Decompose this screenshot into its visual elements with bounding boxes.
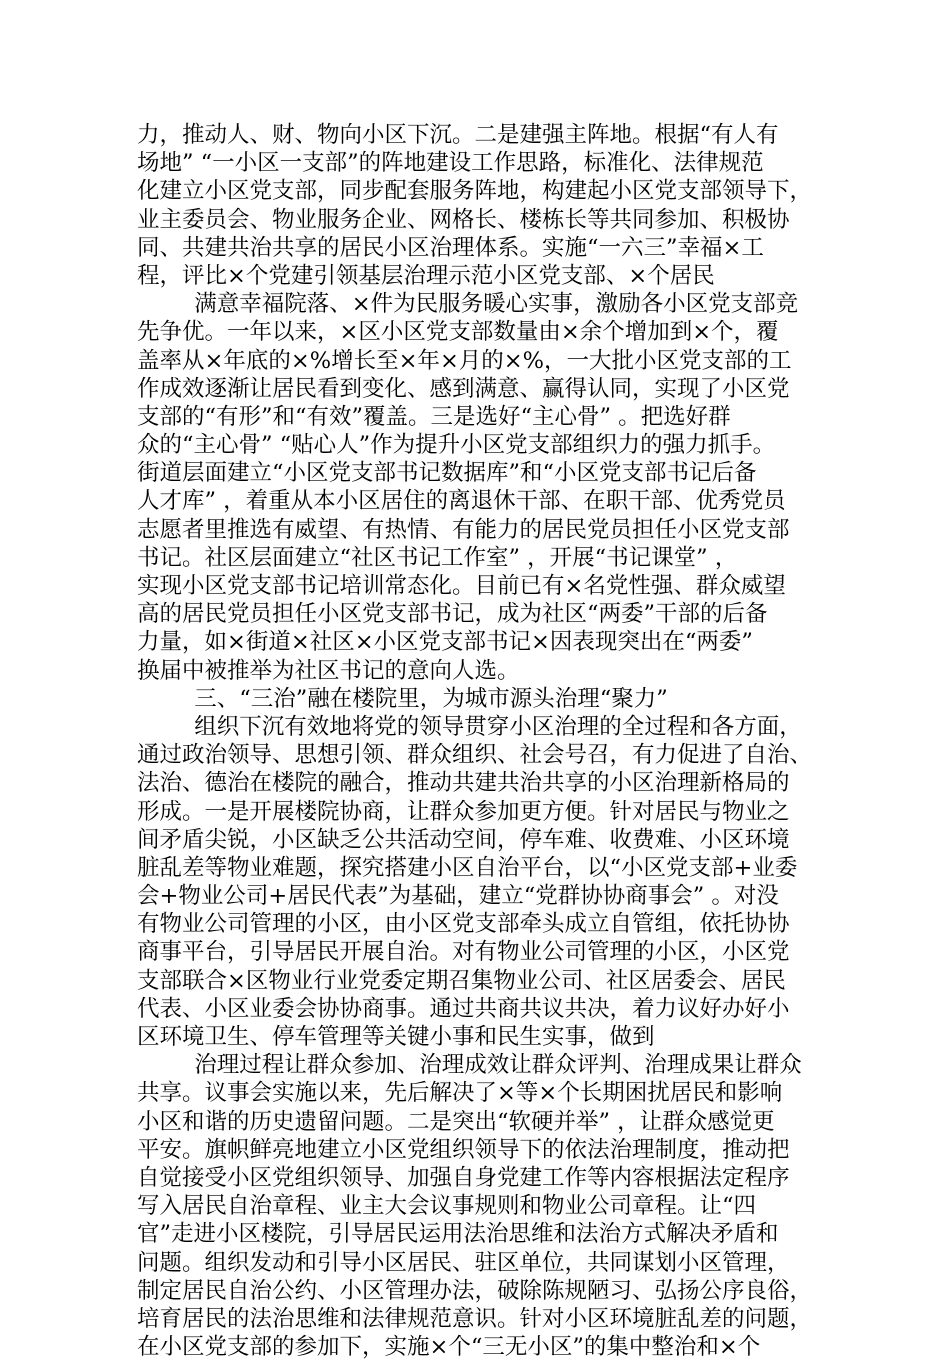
text-line: 志愿者里推选有威望、有热情、有能力的居民党员担任小区党支部 xyxy=(137,516,790,543)
text-line: 在小区党支部的参加下，实施×个“三无小区”的集中整治和×个 xyxy=(137,1334,761,1361)
text-line: 力，推动人、财、物向小区下沉。二是建强主阵地。根据“有人有 xyxy=(137,122,779,148)
text-line: 同、共建共治共享的居民小区治理体系。实施“一六三”幸福×工 xyxy=(137,234,764,261)
text-line: 代表、小区业委会协协商事。通过共商共议共决，着力议好办好小 xyxy=(137,995,790,1022)
text-line: 写入居民自治章程、业主大会议事规则和物业公司章程。让“四 xyxy=(137,1193,757,1220)
text-line: 会+物业公司+居民代表”为基础，建立“党群协协商事会” 。对没 xyxy=(137,883,779,910)
text-line: 法治、德治在楼院的融合，推动共建共治共享的小区治理新格局的 xyxy=(137,770,790,797)
text-line: 场地” “一小区一支部”的阵地建设工作思路，标准化、法律规范 xyxy=(137,150,764,177)
text-line: 治理过程让群众参加、治理成效让群众评判、治理成果让群众 xyxy=(137,1052,802,1079)
text-line: 官”走进小区楼院，引导居民运用法治思维和法治方式解决矛盾和 xyxy=(137,1221,779,1248)
text-line: 支部联合×区物业行业党委定期召集物业公司、社区居委会、居民 xyxy=(137,967,786,994)
text-line: 业主委员会、物业服务企业、网格长、楼栋长等共同参加、积极协 xyxy=(137,206,790,233)
text-line: 书记。社区层面建立“社区书记工作室” ，开展“书记课堂” ， xyxy=(137,544,738,571)
text-line: 自觉接受小区党组织领导、加强自身党建工作等内容根据法定程序 xyxy=(137,1164,790,1191)
text-line: 力量，如×街道×社区×小区党支部书记×因表现突出在“两委” xyxy=(137,629,753,656)
text-line: 三、“三治”融在楼院里，为城市源头治理“聚力” xyxy=(137,685,668,712)
text-line: 共享。议事会实施以来，先后解决了×等×个长期困扰居民和影响 xyxy=(137,1080,783,1107)
text-line: 众的“主心骨” “贴心人”作为提升小区党支部组织力的强力抓手。 xyxy=(137,432,776,459)
text-line: 平安。旗帜鲜亮地建立小区党组织领导下的依法治理制度，推动把 xyxy=(137,1136,790,1163)
text-line: 支部的“有形”和“有效”覆盖。三是选好“主心骨” 。把选好群 xyxy=(137,403,731,430)
text-line: 小区和谐的历史遗留问题。二是突出“软硬并举” ，让群众感觉更 xyxy=(137,1108,775,1135)
text-line: 组织下沉有效地将党的领导贯穿小区治理的全过程和各方面， xyxy=(137,713,802,740)
text-line: 形成。一是开展楼院协商，让群众参加更方便。针对居民与物业之 xyxy=(137,798,790,825)
text-line: 实现小区党支部书记培训常态化。目前已有×名党性强、群众威望 xyxy=(137,573,786,599)
text-line: 有物业公司管理的小区，由小区党支部牵头成立自管组，依托协协 xyxy=(137,911,790,938)
text-line: 区环境卫生、停车管理等关键小事和民生实事，做到 xyxy=(137,1024,655,1050)
text-line: 制定居民自治公约、小区管理办法，破除陈规陋习、弘扬公序良俗， xyxy=(137,1277,813,1304)
text-line: 商事平台，引导居民开展自治。对有物业公司管理的小区，小区党 xyxy=(137,939,790,966)
document-body xyxy=(137,121,817,1361)
text-line: 作成效逐渐让居民看到变化、感到满意、赢得认同，实现了小区党 xyxy=(137,375,790,402)
text-line: 问题。组织发动和引导小区居民、驻区单位，共同谋划小区管理， xyxy=(137,1249,790,1276)
text-line: 先争优。一年以来，×区小区党支部数量由×余个增加到×个，覆 xyxy=(137,319,779,346)
text-line: 间矛盾尖锐，小区缺乏公共活动空间，停车难、收费难、小区环境 xyxy=(137,826,790,853)
text-line: 培育居民的法治思维和法律规范意识。针对小区环境脏乱差的问题， xyxy=(137,1305,813,1332)
text-line: 高的居民党员担任小区党支部书记，成为社区“两委”干部的后备 xyxy=(137,601,768,628)
text-line: 化建立小区党支部，同步配套服务阵地，构建起小区党支部领导下， xyxy=(137,178,813,205)
text-line: 人才库” ，着重从本小区居住的离退休干部、在职干部、优秀党员 xyxy=(137,488,786,515)
text-line: 脏乱差等物业难题，探究搭建小区自治平台，以“小区党支部+业委 xyxy=(137,854,798,881)
text-line: 街道层面建立“小区党支部书记数据库”和“小区党支部书记后备 xyxy=(137,460,757,487)
text-line: 满意幸福院落、×件为民服务暖心实事，激励各小区党支部竞 xyxy=(137,291,799,318)
text-line: 盖率从×年底的×%增长至×年×月的×%，一大批小区党支部的工 xyxy=(137,347,792,374)
text-line: 换届中被推举为社区书记的意向人选。 xyxy=(137,657,520,684)
text-line: 程，评比×个党建引领基层治理示范小区党支部、×个居民 xyxy=(137,262,715,289)
text-line: 通过政治领导、思想引领、群众组织、社会号召，有力促进了自治、 xyxy=(137,742,813,769)
